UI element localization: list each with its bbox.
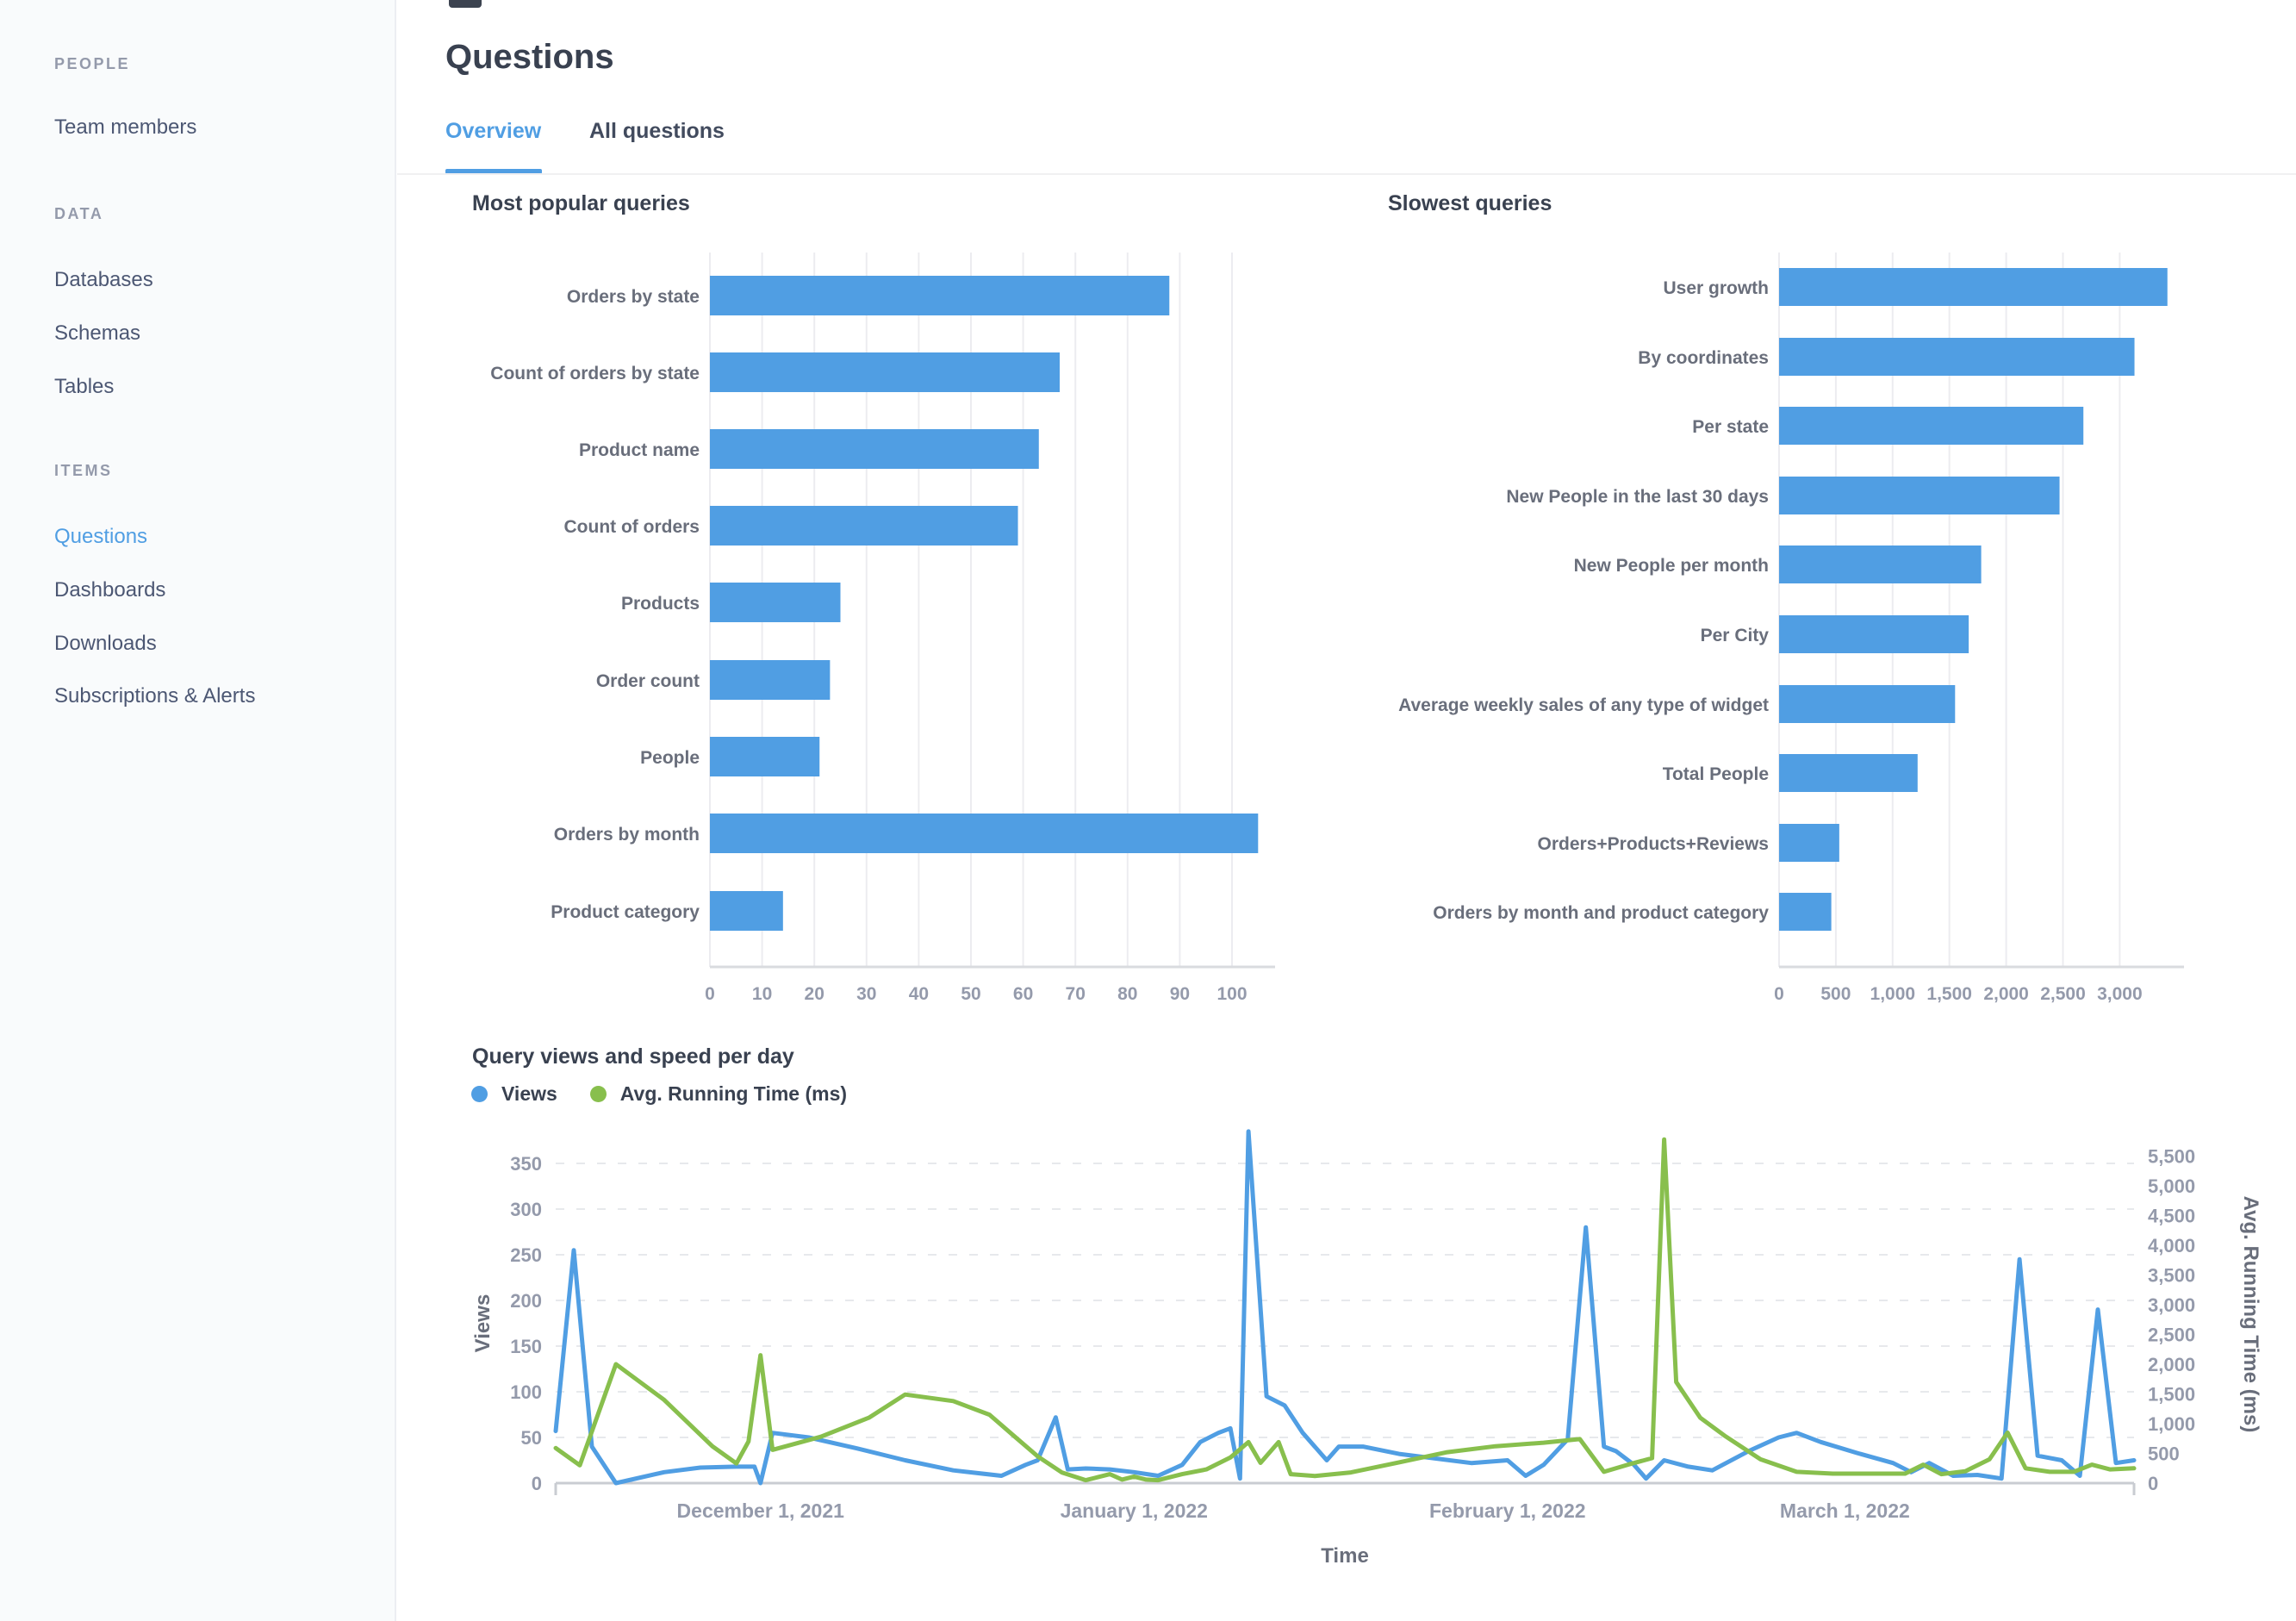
svg-text:New People in the last 30 days: New People in the last 30 days [1506,487,1769,507]
svg-text:0: 0 [2148,1473,2159,1494]
svg-text:December 1, 2021: December 1, 2021 [676,1499,844,1522]
svg-text:3,500: 3,500 [2148,1264,2196,1287]
svg-text:10: 10 [751,984,773,1004]
popular-queries-bar-chart [465,246,1327,1021]
svg-text:1,500: 1,500 [1926,984,1972,1004]
sidebar-item-downloads[interactable]: Downloads [54,632,157,655]
sidebar-section-data: DATA [54,205,104,222]
svg-text:People: People [640,748,700,768]
header-divider [397,173,2296,175]
svg-text:1,000: 1,000 [2148,1413,2196,1435]
svg-text:Avg. Running Time (ms): Avg. Running Time (ms) [2239,1195,2262,1433]
svg-text:150: 150 [510,1336,542,1357]
svg-text:January 1, 2022: January 1, 2022 [1060,1499,1208,1522]
page-title: Questions [445,38,614,76]
sidebar [0,0,396,1621]
svg-text:4,000: 4,000 [2148,1235,2196,1256]
svg-text:Orders by month: Orders by month [553,825,700,845]
svg-text:Per City: Per City [1700,626,1769,645]
svg-text:100: 100 [510,1381,542,1403]
svg-text:February 1, 2022: February 1, 2022 [1429,1499,1586,1522]
svg-text:50: 50 [520,1427,542,1449]
svg-text:Total People: Total People [1662,764,1769,784]
timeseries-legend [471,1082,866,1106]
svg-text:70: 70 [1065,984,1086,1004]
svg-text:20: 20 [804,984,824,1004]
svg-text:Order count: Order count [595,671,700,691]
running-time-legend-dot [590,1086,607,1102]
sidebar-section-people: PEOPLE [54,55,131,72]
views-speed-line-chart [448,1116,2296,1607]
svg-text:1,000: 1,000 [1870,984,1916,1004]
svg-text:5,500: 5,500 [2148,1145,2196,1168]
svg-text:60: 60 [1012,984,1034,1004]
svg-text:40: 40 [908,984,930,1004]
svg-text:By coordinates: By coordinates [1638,348,1769,368]
svg-text:Count of orders by state: Count of orders by state [490,364,700,383]
sidebar-item-questions[interactable]: Questions [54,525,148,548]
svg-text:2,000: 2,000 [1983,984,2029,1004]
svg-text:Orders by state: Orders by state [566,287,700,307]
slowest-queries-bar-chart [1344,246,2296,1021]
tab-all-questions[interactable]: All questions [589,119,725,143]
svg-text:100: 100 [1216,984,1248,1004]
svg-text:User growth: User growth [1663,278,1769,298]
svg-text:0: 0 [705,984,715,1004]
views-legend-label: Views [501,1082,557,1105]
svg-text:2,000: 2,000 [2148,1354,2196,1375]
tab-overview[interactable]: Overview [445,119,542,143]
svg-text:3,000: 3,000 [2097,984,2143,1004]
svg-text:2,500: 2,500 [2148,1324,2196,1346]
svg-text:5,000: 5,000 [2148,1175,2196,1197]
sidebar-section-items: ITEMS [54,462,113,479]
svg-text:1,500: 1,500 [2148,1383,2196,1406]
sidebar-item-databases[interactable]: Databases [54,268,153,291]
svg-text:Orders by month and product ca: Orders by month and product category [1433,903,1769,923]
svg-text:Product category: Product category [551,902,700,922]
svg-text:Per state: Per state [1692,417,1769,437]
popular-queries-title: Most popular queries [472,191,690,215]
svg-text:2,500: 2,500 [2040,984,2086,1004]
slowest-queries-title: Slowest queries [1388,191,1552,215]
running-time-legend-label: Avg. Running Time (ms) [619,1082,848,1105]
svg-text:Product name: Product name [578,440,700,460]
svg-text:Products: Products [620,594,700,614]
svg-text:Time: Time [1321,1544,1369,1568]
svg-text:March 1, 2022: March 1, 2022 [1779,1499,1910,1522]
clipped-artifact [449,0,482,8]
sidebar-item-schemas[interactable]: Schemas [54,321,141,345]
svg-text:Orders+Products+Reviews: Orders+Products+Reviews [1537,834,1769,854]
views-legend-dot [471,1086,488,1102]
svg-text:0: 0 [531,1473,542,1494]
sidebar-item-subscriptions-alerts[interactable]: Subscriptions & Alerts [54,684,256,708]
svg-text:350: 350 [510,1153,542,1175]
timeseries-title: Query views and speed per day [472,1044,794,1069]
svg-text:80: 80 [1117,984,1138,1004]
svg-text:500: 500 [2148,1443,2180,1465]
svg-text:New People per month: New People per month [1573,556,1769,576]
svg-text:500: 500 [1820,984,1851,1004]
sidebar-item-dashboards[interactable]: Dashboards [54,578,166,602]
sidebar-item-tables[interactable]: Tables [54,375,115,398]
svg-text:Views: Views [471,1294,495,1353]
svg-text:250: 250 [510,1244,542,1266]
svg-text:90: 90 [1169,984,1191,1004]
svg-text:Average weekly sales of any ty: Average weekly sales of any type of widget [1398,695,1769,715]
svg-text:Count of orders: Count of orders [563,517,700,537]
svg-text:300: 300 [510,1199,542,1220]
svg-text:200: 200 [510,1290,542,1312]
svg-text:3,000: 3,000 [2148,1294,2196,1316]
svg-text:50: 50 [961,984,981,1004]
svg-text:0: 0 [1774,984,1784,1004]
svg-text:4,500: 4,500 [2148,1205,2196,1227]
sidebar-item-team-members[interactable]: Team members [54,115,197,139]
svg-text:30: 30 [856,984,877,1004]
